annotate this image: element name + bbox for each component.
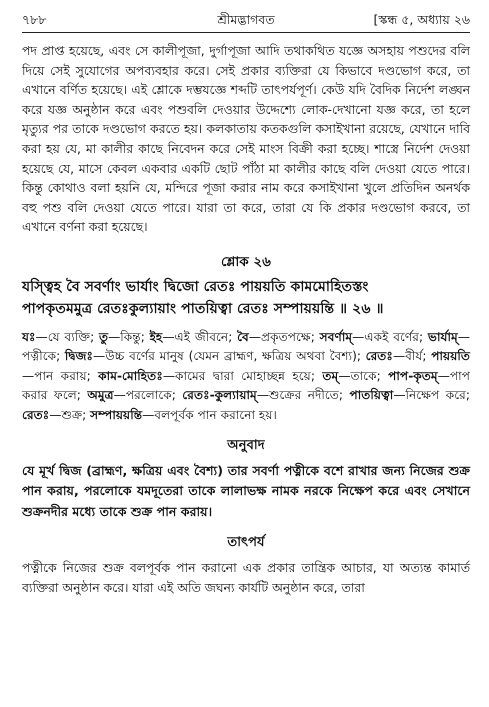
translation-heading: অনুবাদ [227, 437, 265, 453]
synonym-meaning: পত্নীকে; [22, 349, 65, 364]
synonym-dash: — [256, 388, 269, 403]
synonym-word: রেতঃ-কুল্যায়াম্ [182, 388, 257, 403]
synonym-dash: — [338, 368, 351, 383]
synonym-word: ইহ [149, 329, 163, 344]
synonym-word: যঃ [22, 329, 36, 344]
sanskrit-verse [22, 276, 470, 320]
header-divider [22, 32, 470, 33]
book-title: শ্রীমদ্ভাগবত [217, 12, 275, 27]
synonym-meaning: পাপ করার ফলে; [22, 368, 470, 403]
synonym-dash: — [393, 388, 406, 403]
synonym-dash: — [457, 329, 470, 344]
synonym-meaning: যে ব্যক্তি; [47, 329, 99, 344]
synonym-dash: — [162, 329, 175, 344]
synonym-meaning: শুক্রের নদীতে; [269, 388, 350, 403]
synonym-word: পায়য়তি [431, 349, 470, 364]
synonym-dash: — [49, 407, 62, 422]
word-for-word-synonyms [22, 328, 470, 425]
synonym-meaning: পরলোকে; [125, 388, 183, 403]
synonym-word: কাম-মোহিতঃ [98, 368, 163, 383]
synonym-word: রেতঃ [22, 407, 50, 422]
synonym-dash: — [113, 388, 126, 403]
synonym-dash: — [22, 368, 35, 383]
translation-text: যে মূর্খ দ্বিজ (ব্রাহ্মণ, ক্ষত্রিয় এবং বৈশ্য) তার সবর্ণা পত্নীকে বশে রাখার জন্য নিজের শুক্র পান করায়, পরলোকে যমদূতেরা তাকে লালাভক্ষ নামক নরকে নিক্ষেপ করে এবং সেখানে শুক্রনদীর মধ্যে তাকে শুক্র পান করায়। [22, 462, 470, 519]
synonym-meaning: কামের দ্বারা মোহাচ্ছন্ন হয়ে; [175, 368, 323, 383]
purport-continued-paragraph: পদ প্রাপ্ত হয়েছে, এবং সে কালীপূজা, দুর্গাপূজা আদি তথাকথিত যজ্ঞে অসহায় পশুদের বলি দিয়ে সেই সুযোগের অপব্যবহার করে। সেই প্রকার ব্যক্তিরা যে কিভাবে দণ্ডভোগ করে, তা এখানে বর্ণিত হয়েছে। এই শ্লোকে দম্ভযজ্ঞে শব্দটি তাৎপর্যপূর্ণ। কেউ যদি বৈদিক নির্দেশ লঙ্ঘন করে যজ্ঞ অনুষ্ঠান করে এবং পশুবলি দেওয়ার উদ্দেশ্যে লোক-দেখানো যজ্ঞ করে, তা হলে মৃত্যুর পর তাকে দণ্ডভোগ করতে হয়। কলকাতায় কতকগুলি কসাইখানা রয়েছে, যেখানে দাবি করা হয় যে, মা কালীর কাছে নিবেদন করে সেই মাংস বিক্রী করা হচ্ছে। শাস্ত্রে নির্দেশ দেওয়া হয়েছে যে, মাসে কেবল একবার একটি ছোট পাঁঠা মা কালীর কাছে বলি দেওয়া যেতে পারে। কিন্তু কোথাও বলা হয়নি যে, মন্দিরে পূজা করার নাম করে কসাইখানা খুলে প্রতিদিন অনর্থক বহু পশু বলি দেওয়া যেতে পারে। যারা তা করে, তারা যে কি প্রকার দণ্ডভোগ করবে, তা এখানে বর্ণনা করা হয়েছে। [22, 43, 470, 235]
synonym-word: তম্ [322, 368, 339, 383]
synonym-meaning: বলপূর্বক পান করানো হয়। [154, 407, 277, 422]
purport-heading: তাৎপর্য [227, 535, 265, 551]
synonym-meaning: বীর্য; [405, 349, 432, 364]
synonym-dash: — [93, 349, 106, 364]
verse-line-2: পাপকৃতমমুত্র রেতঃকুল্যায়াং পাতয়িত্বা রেতঃ সম্পায়য়ন্তি ॥ ২৬ ॥ [22, 300, 384, 317]
synonym-meaning: একই বর্ণের; [364, 329, 428, 344]
synonym-meaning: এই জীবনে; [174, 329, 238, 344]
synonym-meaning: শুক্র; [61, 407, 91, 422]
synonym-word: অমুত্র [87, 388, 114, 403]
synonym-dash: — [437, 368, 450, 383]
book-page [22, 10, 470, 598]
page-header [22, 10, 470, 30]
synonym-word: পাতয়িত্বা [349, 388, 394, 403]
synonym-dash: — [392, 349, 406, 364]
synonym-meaning: উচ্চ বর্ণের মানুষ (যেমন ব্রাহ্মণ, ক্ষত্রিয় অথবা বৈশ্য); [105, 349, 366, 364]
synonym-dash: — [248, 329, 261, 344]
synonym-dash: — [35, 329, 48, 344]
synonym-dash: — [352, 329, 365, 344]
verse-heading: শ্লোক ২৬ [221, 253, 271, 270]
synonym-word: বৈ [237, 329, 249, 344]
synonym-dash: — [108, 329, 121, 344]
verse-line-1: যস্ত্বিহ বৈ সবর্ণাং ভার্যাং দ্বিজো রেতঃ পায়য়তি কামমোহিতস্তং [22, 278, 369, 295]
synonym-word: রেতঃ [365, 349, 393, 364]
synonym-word: তু [98, 329, 109, 344]
synonym-word: সবর্ণাম্ [319, 329, 353, 344]
synonym-word: ভার্যাম্ [427, 329, 458, 344]
synonym-meaning: পান করায়; [34, 368, 99, 383]
synonym-meaning: তাকে; [350, 368, 389, 383]
synonym-meaning: নিক্ষেপ করে; [405, 388, 470, 403]
chapter-reference: [স্কন্ধ ৫, অধ্যায় ২৬ [373, 12, 470, 27]
synonym-meaning: কিন্তু; [120, 329, 150, 344]
purport-paragraph: পত্নীকে নিজের শুক্র বলপূর্বক পান করানো এক প্রকার তান্ত্রিক আচার, যা অত্যন্ত কামার্ত ব্যক্তিরা অনুষ্ঠান করে। যারা এই অতি জঘন্য কার্যটি অনুষ্ঠান করে, তারা [22, 560, 470, 596]
synonym-word: দ্বিজঃ [64, 349, 94, 364]
synonym-word: পাপ-কৃতম্ [388, 368, 438, 383]
synonym-dash: — [162, 368, 176, 383]
synonym-word: সম্পায়য়ন্তি [90, 407, 143, 422]
page-number: ৭৮৮ [22, 12, 47, 27]
synonym-dash: — [142, 407, 155, 422]
synonym-meaning: প্রকৃতপক্ষে; [260, 329, 320, 344]
